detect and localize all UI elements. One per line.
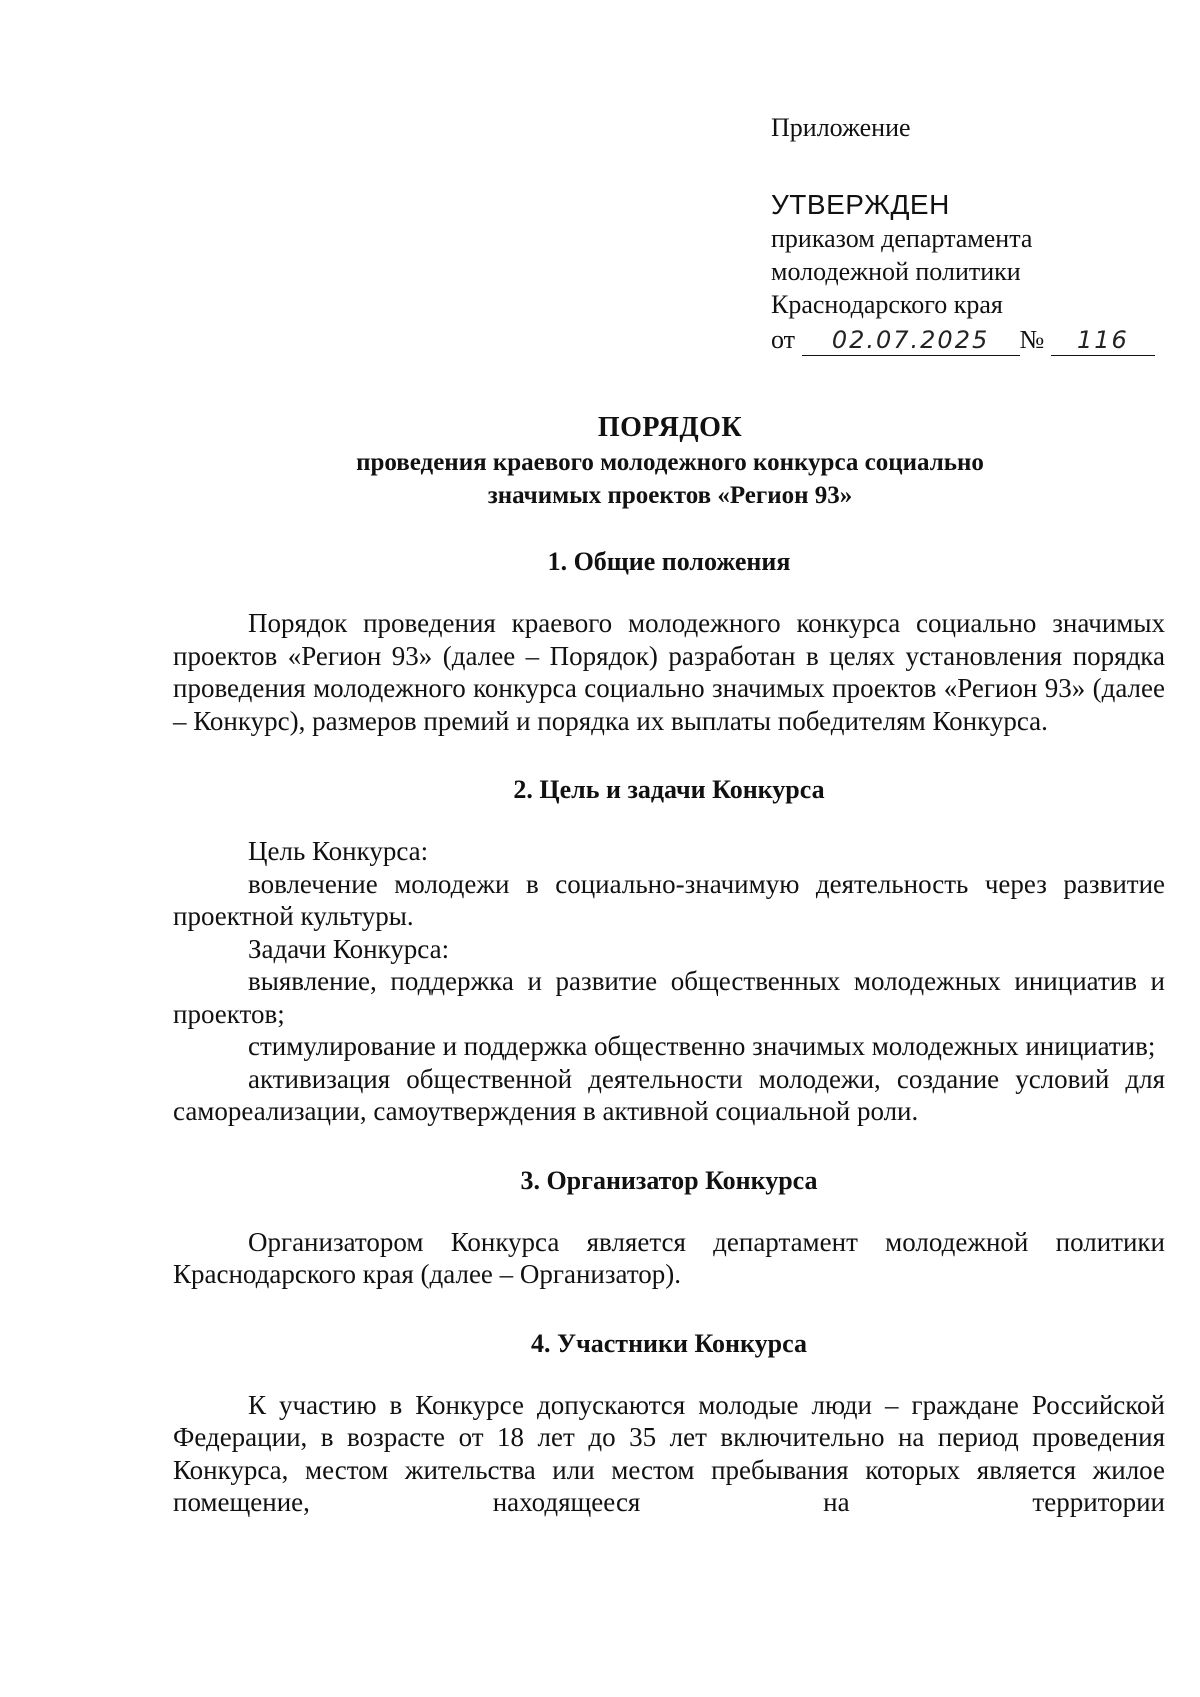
document-subtitle-line-1: проведения краевого молодежного конкурса социально [356,449,984,476]
approved-label: УТВЕРЖДЕН [771,189,950,220]
section-4-heading: 4. Участники Конкурса [531,1328,807,1358]
document-title-block [170,410,1170,512]
document-body [173,545,1165,1519]
handwritten-date: 02.07.2025 [802,325,1020,356]
goal-label: Цель Конкурса: [248,836,429,866]
section-3-paragraph: Организатором Конкурса является департамент молодежной политики Краснодарского края (далее – Организатор). [173,1226,1165,1289]
section-4-paragraph: К участию в Конкурсе допускаются молодые люди – граждане Российской Федерации, в возрасте от 18 лет до 35 лет включительно на период проведения Конкурса, местом жительства или местом пребывания которых является жилое помещение, находящееся на территории [173,1389,1165,1517]
order-date-number-line [771,323,1171,357]
task-item-1: выявление, поддержка и развитие общественных молодежных инициатив и проектов; [173,966,1165,1029]
tasks-label: Задачи Конкурса: [248,933,450,964]
number-prefix: № [1019,325,1045,354]
approval-line-1: приказом департамента [771,224,1033,253]
goal-text: вовлечение молодежи в социально-значимую деятельность через развитие проектной культуры. [173,868,1165,931]
document-title: ПОРЯДОК [597,412,743,443]
section-2-heading: 2. Цель и задачи Конкурса [513,775,825,804]
section-1-paragraph: Порядок проведения краевого молодежного конкурса социально значимых проектов «Регион 93» (далее – Порядок) разработан в целях установления порядка проведения молодежного конкурса социально значимых проектов «Регион 93» (далее – Конкурс), размеров премий и порядка их выплаты победителям Конкурса. [173,608,1165,736]
approval-line-2: молодежной политики [771,257,1021,286]
task-item-2: стимулирование и поддержка общественно значимых молодежных инициатив; [248,1031,1156,1061]
handwritten-number: 116 [1051,325,1155,356]
section-3-heading: 3. Организатор Конкурса [520,1165,818,1195]
approval-block [771,112,1171,357]
task-item-3: активизация общественной деятельности молодежи, создание условий для самореализации, самоутверждения в активной социальной роли. [173,1063,1165,1126]
date-prefix: от [771,325,796,354]
document-subtitle-line-2: значимых проектов «Регион 93» [487,482,853,509]
appendix-label: Приложение [771,113,911,142]
section-1-heading: 1. Общие положения [547,547,791,576]
approval-line-3: Краснодарского края [771,290,1003,319]
